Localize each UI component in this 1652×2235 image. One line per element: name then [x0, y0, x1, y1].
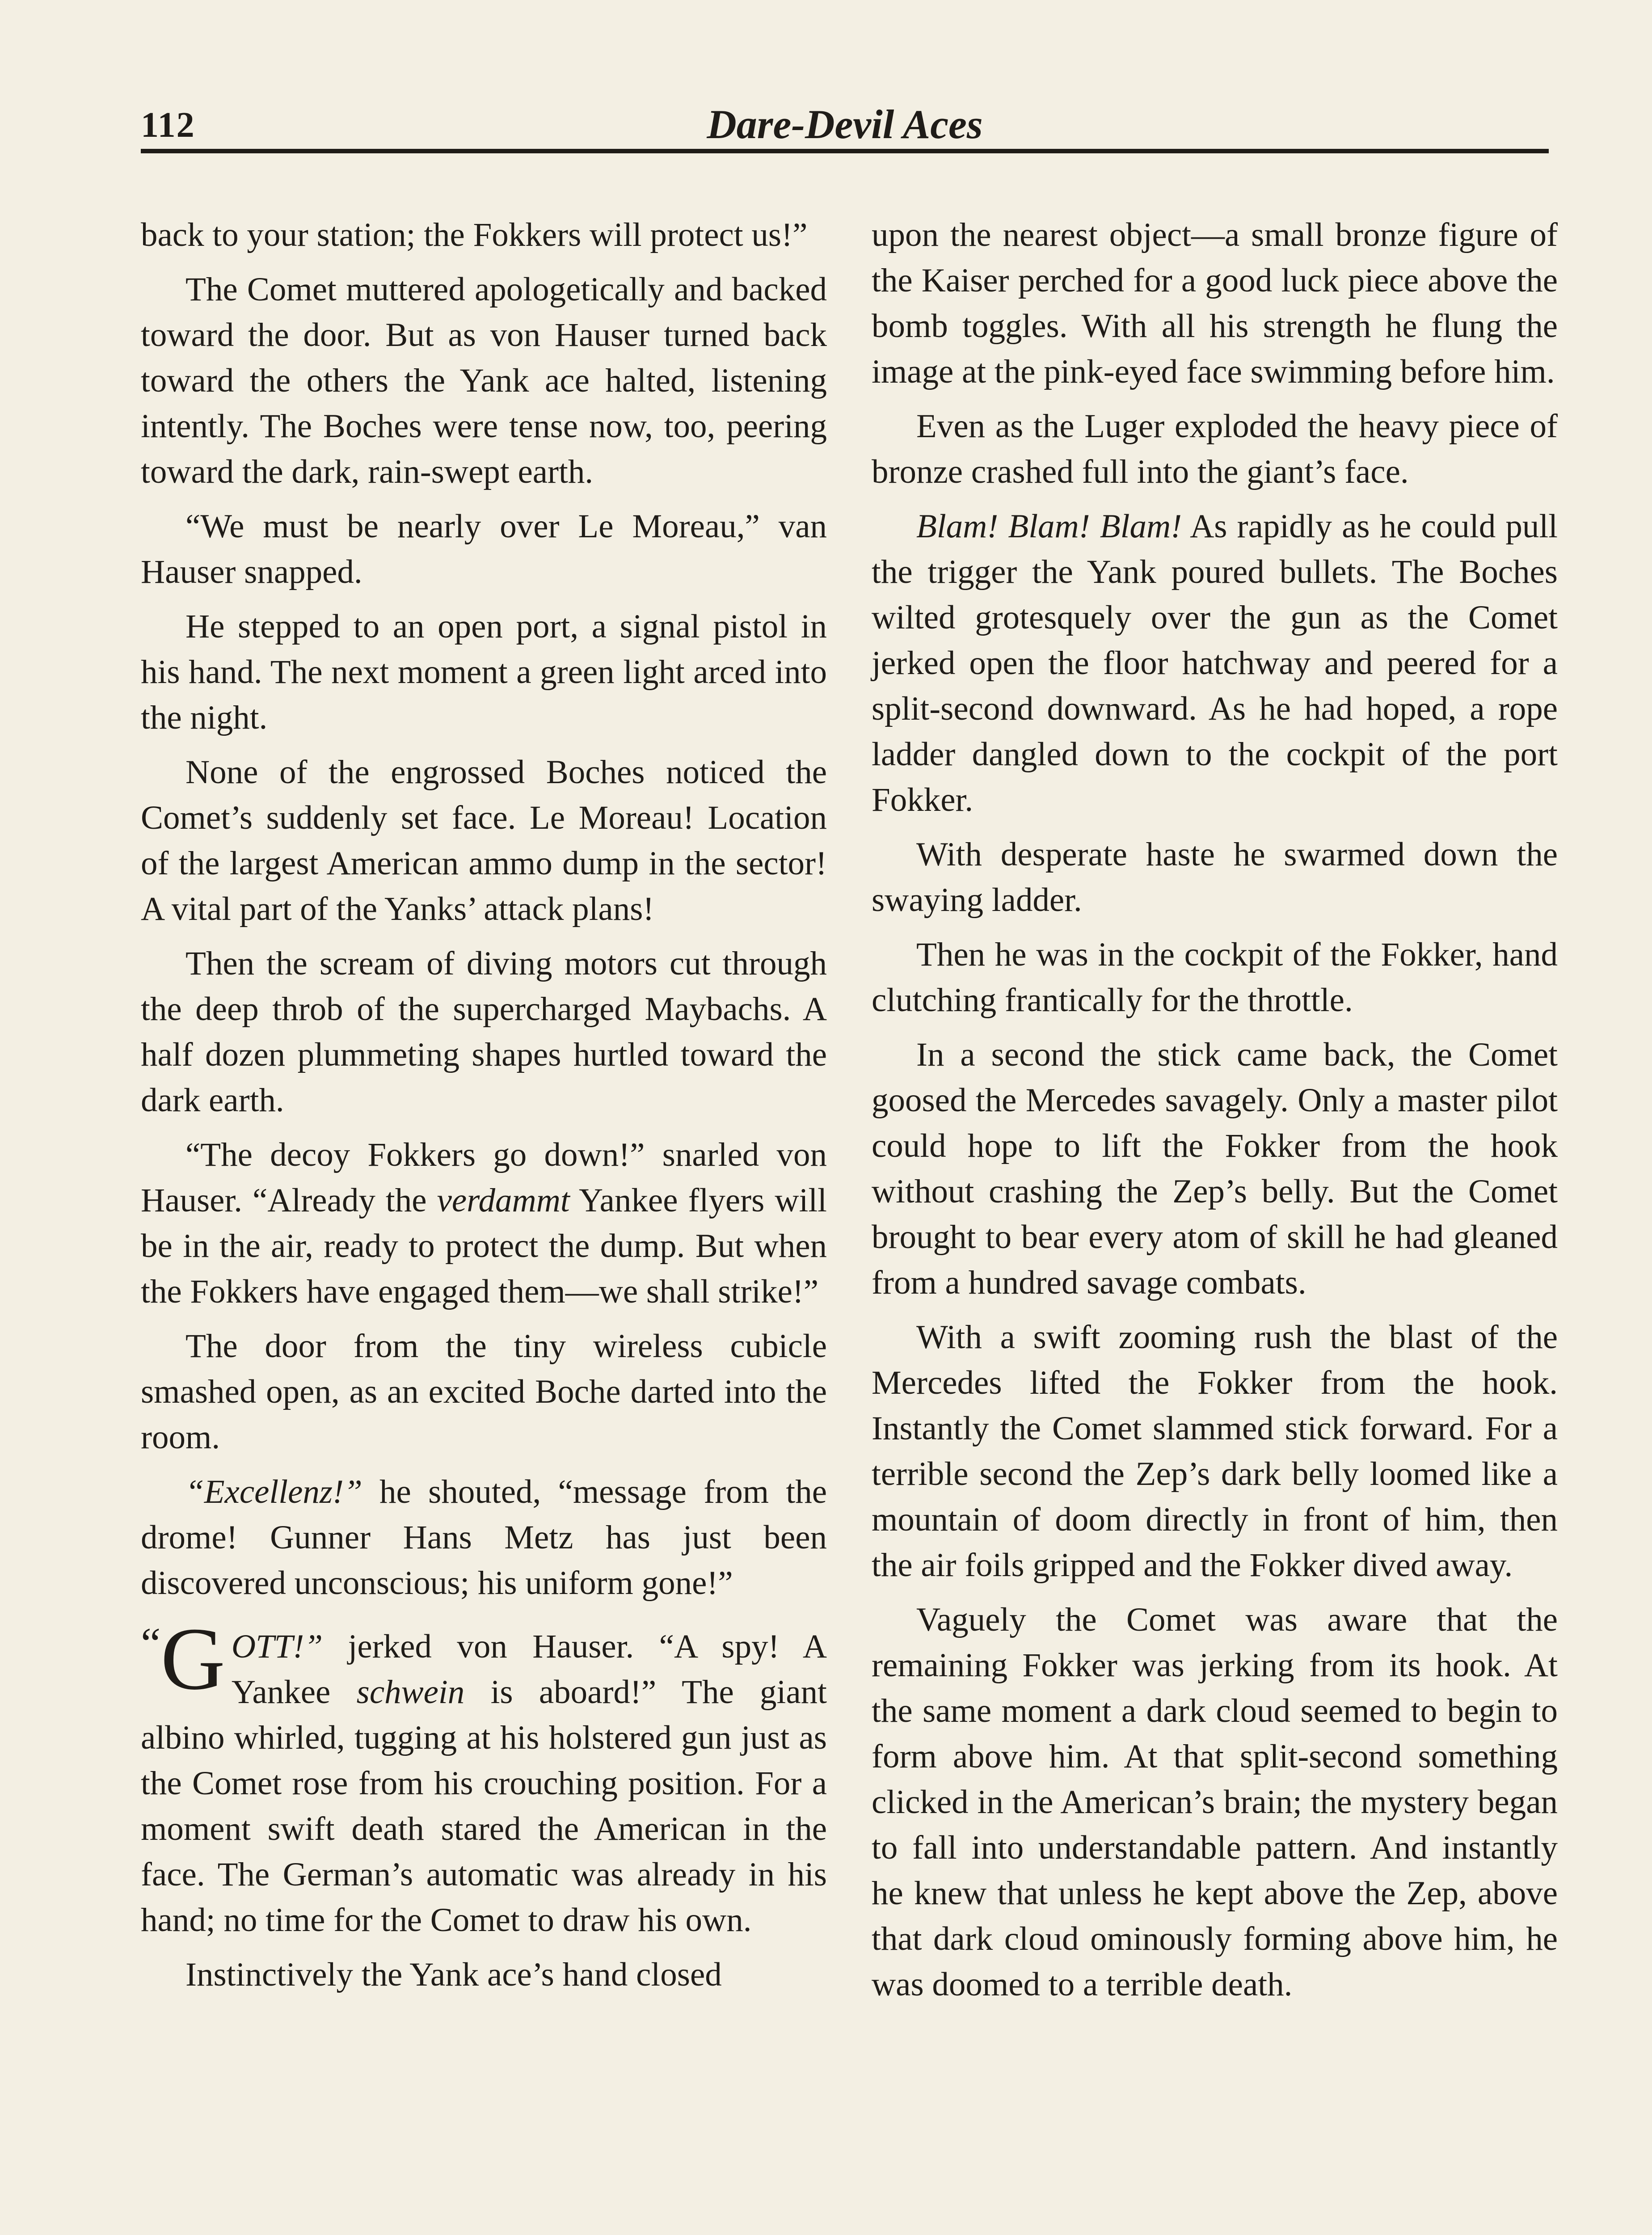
magazine-title: Dare-Devil Aces	[707, 101, 983, 147]
paragraph	[872, 504, 1558, 823]
paragraph: upon the nearest object—a small bronze figure of the Kaiser perched for a good luck piece above the bomb toggles. With all his strength he flung the image at the pink-eyed face swimming before him.	[872, 216, 1558, 390]
paragraph-dropcap	[141, 1610, 827, 1943]
left-column	[141, 212, 827, 1998]
paragraph	[141, 1469, 827, 1606]
paragraph: None of the engrossed Boches noticed the Comet’s suddenly set face. Le Moreau! Location of the largest American ammo dump in the sector! A vital part of the Yanks’ attack plans!	[141, 754, 827, 928]
paragraph: Instinctively the Yank ace’s hand closed	[185, 1956, 722, 1993]
paragraph: Vaguely the Comet was aware that the remaining Fokker was jerking from its hook. At the same moment a dark cloud seemed to begin to form above him. At that split-second something clicked in the American’s brain; the mystery began to fall into understandable pattern. And instantly he knew that unless he kept above the Zep, above that dark cloud ominously forming above him, he was doomed to a terrible death.	[872, 1601, 1558, 2003]
text-run: Yankee flyers will be in the air, ready to protect the dump. But when the Fokkers have engaged them—we shall strike!”	[141, 1182, 827, 1310]
text-run: is aboard!” The giant albino whirled, tugging at his holstered gun just as the Comet rose from his crouching position. For a moment swift death stared the American in the face. The German’s automatic was already in his hand; no time for the Comet to draw his own.	[141, 1674, 827, 1939]
italic-text: verdammt	[437, 1182, 570, 1219]
paragraph	[141, 1132, 827, 1315]
paragraph: Even as the Luger exploded the heavy piece of bronze crashed full into the giant’s face.	[872, 408, 1558, 490]
paragraph: Then the scream of diving motors cut through the deep throb of the supercharged Maybachs. A half dozen plummeting shapes hurtled toward the dark earth.	[141, 945, 827, 1119]
italic-text: Blam! Blam! Blam!	[916, 508, 1182, 545]
text-run: jerked von Hauser. “A spy! A Yankee	[231, 1628, 827, 1711]
text-run: “The decoy Fokkers go down!” snarled von Hauser. “Already the	[141, 1136, 827, 1219]
paragraph: With desperate haste he swarmed down the swaying ladder.	[872, 836, 1558, 919]
right-column	[872, 212, 1558, 2007]
paragraph: The door from the tiny wireless cubicle smashed open, as an excited Boche darted into the room.	[141, 1328, 827, 1456]
page-header	[141, 96, 1549, 163]
paragraph: “We must be nearly over Le Moreau,” van Hauser snapped.	[141, 508, 827, 590]
header-rule	[141, 149, 1549, 153]
italic-text: OTT!”	[231, 1628, 323, 1665]
paragraph: back to your station; the Fokkers will protect us!”	[141, 216, 808, 253]
paragraph: The Comet muttered apologetically and backed toward the door. But as von Hauser turned back toward the others the Yank ace halted, listening intently. The Boches were tense now, too, peering toward the dark, rain-swept earth.	[141, 271, 827, 490]
page-number: 112	[141, 105, 195, 145]
drop-cap-quote: “	[141, 1619, 161, 1668]
text-run: As rapidly as he could pull the trigger the Yank poured bullets. The Boches wilted grotesquely over the gun as the Comet jerked open the floor hatchway and peered for a split-second downward. As he had hoped, a rope ladder dangled down to the cockpit of the port Fokker.	[872, 508, 1558, 818]
paragraph: In a second the stick came back, the Comet goosed the Mercedes savagely. Only a master pilot could hope to lift the Fokker from the hook without crashing the Zep’s belly. But the Comet brought to bear every atom of skill he had gleaned from a hundred savage combats.	[872, 1036, 1558, 1301]
paragraph: He stepped to an open port, a signal pistol in his hand. The next moment a green light arced into the night.	[141, 608, 827, 736]
drop-cap-letter: G	[160, 1610, 225, 1708]
paragraph: With a swift zooming rush the blast of the Mercedes lifted the Fokker from the hook. Instantly the Comet slammed stick forward. For a terrible second the Zep’s dark belly loomed like a mountain of doom directly in front of him, then the air foils gripped and the Fokker dived away.	[872, 1319, 1558, 1584]
italic-text: “Excellenz!”	[185, 1473, 362, 1510]
italic-text: schwein	[356, 1674, 465, 1711]
drop-cap	[141, 1610, 225, 1708]
text-run: he shouted, “message from the drome! Gunner Hans Metz has just been discovered unconscious; his uniform gone!”	[141, 1473, 827, 1602]
paragraph: Then he was in the cockpit of the Fokker, hand clutching frantically for the throttle.	[872, 936, 1558, 1019]
